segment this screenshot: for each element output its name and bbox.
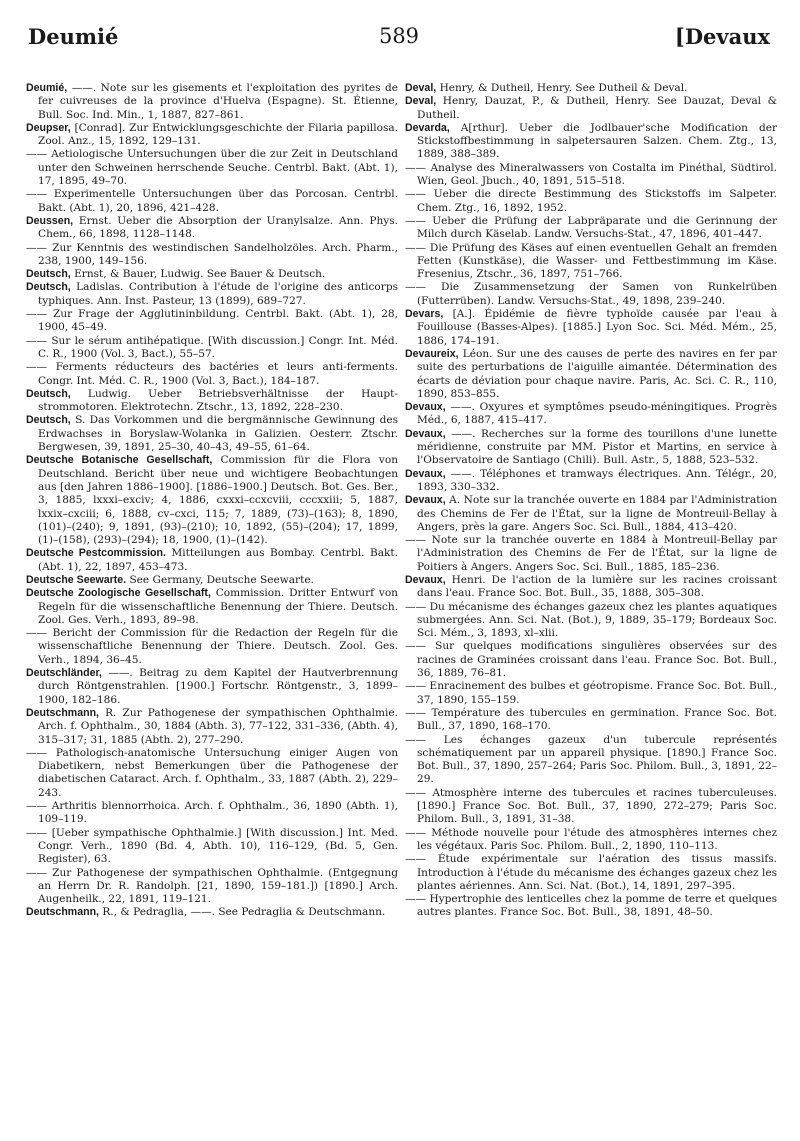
entry-citation: —— Température des tubercules en germination. France Soc. Bot. Bull., 37, 1890, 168–170. — [405, 706, 777, 733]
entry-author: Deutschländer, — [26, 667, 102, 680]
entry-author: Deutsche Pestcommission. — [26, 547, 166, 560]
entry-author: Deupser, — [26, 121, 71, 134]
bibliography-entry — [405, 707, 777, 734]
bibliography-entry — [26, 122, 398, 149]
bibliography-entry — [26, 242, 398, 269]
entry-citation: S. Das Vorkommen und die bergmännische Gewinnung des Erdwachses in Boryslaw-Wolanka in Galizien. Oesterr. Ztschr. Bergwesen, 39, 1891, 25–30, 40–43, 49–55, 61–64. — [38, 414, 398, 454]
entry-citation: —— Du mécanisme des échanges gazeux chez les plantes aquatiques submergées. Ann. Sci. Nat. (Bot.), 9, 1889, 35–179; Bordeaux Soc. Sci. Mém., 3, 1893, xl–xlii. — [405, 600, 777, 640]
entry-citation: Henry, & Dutheil, Henry. See Dutheil & Deval. — [436, 82, 688, 94]
bibliography-entry — [405, 787, 777, 827]
entry-citation: Mitteilungen aus Bombay. Centrbl. Bakt. (Abt. 1), 22, 1897, 453–473. — [38, 547, 398, 573]
entry-citation: Ernst, & Bauer, Ludwig. See Bauer & Deutsch. — [70, 268, 326, 281]
entry-citation: Henri. De l'action de la lumière sur les racines croissant dans l'eau. France Soc. Bot. Bull., 35, 1888, 305–308. — [417, 573, 777, 600]
bibliography-entry — [26, 906, 398, 919]
bibliography-entry — [26, 800, 398, 827]
bibliography-entry — [26, 82, 398, 122]
right-column — [405, 82, 777, 920]
entry-citation: —— Ueber die directe Bestimmung des Stickstoffs im Salpeter. Chem. Ztg., 16, 1892, 1952. — [405, 188, 777, 214]
entry-citation: ——. Téléphones et tramways électriques. Ann. Télégr., 20, 1893, 330–332. — [417, 467, 777, 493]
entry-author: Deutsch, — [26, 414, 71, 427]
bibliography-entry — [405, 640, 777, 680]
entry-author: Devarda, — [405, 121, 450, 134]
bibliography-entry — [26, 308, 398, 335]
entry-citation: —— Méthode nouvelle pour l'étude des atmosphères internes chez les végétaux. Paris Soc. Philom. Bull., 2, 1890, 110–113. — [405, 826, 777, 852]
entry-citation: R., & Pedraglia, ——. See Pedraglia & Deutschmann. — [99, 906, 386, 919]
entry-citation: Commission. Dritter Entwurf von Regeln für die wissenschaftliche Benennung der Thiere. Deutsch. Zool. Ges. Verh., 1893, 89–98. — [38, 587, 398, 626]
header-first-entry: Deumié — [28, 24, 119, 49]
bibliography-entry — [405, 428, 777, 468]
entry-citation: —— Sur le sérum antihépatique. [With discussion.] Congr. Int. Méd. C. R., 1900 (Vol. 3, Bact.), 55–57. — [26, 334, 398, 360]
entry-citation: Henry, Dauzat, P., & Dutheil, Henry. See Dauzat, Deval & Dutheil. — [417, 95, 777, 121]
bibliography-entry — [26, 547, 398, 574]
bibliography-entry — [405, 468, 777, 495]
bibliography-entry — [405, 122, 777, 162]
bibliography-entry — [26, 188, 398, 215]
entry-author: Deutschmann, — [26, 706, 99, 719]
entry-citation: [Conrad]. Zur Entwicklungsgeschichte der Filaria papillosa. Zool. Anz., 15, 1892, 129–131. — [38, 121, 398, 148]
bibliography-entry — [405, 308, 777, 348]
entry-author: Deval, — [405, 82, 437, 94]
bibliography-entry — [26, 707, 398, 747]
entry-author: Deutsche Seewarte. — [26, 573, 127, 586]
bibliography-entry — [26, 827, 398, 867]
bibliography-entry — [26, 627, 398, 667]
entry-citation: A. Note sur la tranchée ouverte en 1884 par l'Administration des Chemins de Fer de l'État, sur la ligne de Montreuil-Bellay à Angers, près la gare. Angers Soc. Sci. Bull., 1884, 413–420. — [417, 494, 777, 533]
bibliography-entry — [405, 893, 777, 920]
entry-citation: —— Die Zusammensetzung der Samen von Runkelrüben (Futterrüben). Landw. Versuchs-Stat., 49, 1898, 239–240. — [405, 281, 777, 307]
entry-author: Deumié, — [26, 82, 68, 94]
entry-citation: —— Note sur la tranchée ouverte en 1884 à Montreuil-Bellay par l'Administration des Chemins de Fer de l'État, sur la ligne de Poitiers à Angers. Angers Soc. Sci. Bull., 1885, 185–236. — [405, 534, 777, 573]
entry-citation: ——. Note sur les gisements et l'exploitation des pyrites de fer cuivreuses de la province d'Huelva (Espagne). St. Étienne, Bull. Soc. Ind. Min., 1, 1887, 827–861. — [38, 82, 398, 121]
bibliography-entry — [26, 215, 398, 242]
header-last-entry: [Devaux — [674, 24, 770, 49]
entry-author: Deutschmann, — [26, 906, 99, 919]
entry-author: Deutsch, — [26, 281, 71, 294]
bibliography-entry — [26, 747, 398, 800]
left-column — [26, 82, 398, 920]
entry-citation: Ludwig. Ueber Betriebsverhältnisse der Haupt-strommotoren. Elektrotechn. Ztschr., 13, 1892, 228–230. — [38, 387, 398, 414]
entry-author: Devars, — [405, 308, 444, 321]
bibliography-entry — [26, 281, 398, 308]
entry-citation: —— Atmosphère interne des tubercules et racines tuberculeuses. [1890.] France Soc. Bot. Bull., 37, 1890, 272–279; Paris Soc. Philom. Bull., 3, 1891, 31–38. — [405, 786, 777, 826]
bibliography-entry — [26, 587, 398, 627]
entry-citation: [A.]. Épidémie de fièvre typhoïde causée par l'eau à Fouillouse (Basses-Alpes). [1885.] Lyon Soc. Sci. Méd. Mém., 25, 1886, 174–191. — [417, 308, 777, 347]
entry-author: Devaux, — [405, 573, 446, 586]
bibliography-entry — [26, 361, 398, 388]
bibliography-entry — [405, 853, 777, 893]
bibliography-entry — [405, 215, 777, 242]
bibliography-entry — [405, 162, 777, 189]
entry-author: Deutsch, — [26, 268, 71, 281]
bibliography-entry — [405, 680, 777, 707]
entry-citation: —— Ferments réducteurs des bactéries et leurs anti-ferments. Congr. Int. Méd. C. R., 1900 (Vol. 3, Bact.), 184–187. — [26, 361, 398, 387]
entry-citation: —— Experimentelle Untersuchungen über das Porcosan. Centrbl. Bakt. (Abt. 1), 20, 1896, 421–428. — [26, 188, 398, 214]
entry-citation: —— Bericht der Commission für die Redaction der Regeln für die wissenschaftliche Benennung der Thiere. Deutsch. Zool. Ges. Verh., 1894, 36–45. — [26, 627, 398, 666]
bibliography-entry — [26, 867, 398, 907]
bibliography-entry — [26, 574, 398, 587]
entry-citation: —— Analyse des Mineralwassers von Costalta im Pinéthal, Südtirol. Wien, Geol. Jbuch., 40, 1891, 515–518. — [405, 161, 777, 188]
entry-citation: —— Zur Kenntnis des westindischen Sandelholzöles. Arch. Pharm., 238, 1900, 149–156. — [26, 241, 398, 267]
entry-author: Devaux, — [405, 494, 446, 507]
bibliography-entry — [26, 148, 398, 188]
entry-author: Devaux, — [405, 427, 446, 440]
entry-citation: ——. Recherches sur la forme des tourillons d'une lunette méridienne, construite par MM. Pistor et Martins, en service à l'Observatoire de Santiago (Chili). Bull. Astr., 5, 1888, 523–532. — [417, 427, 777, 467]
entry-citation: Léon. Sur une des causes de perte des navires en fer par suite des perturbations de l'aiguille aimantée. Détermination des écarts de déviation pour chaque navire. Paris, Ac. Sci. C. R., 110, 1890, 853–855. — [417, 347, 777, 400]
bibliography-entry — [26, 454, 398, 547]
bibliography-entry — [26, 414, 398, 454]
bibliography-entry — [405, 242, 777, 282]
entry-citation: A[rthur]. Ueber die Jodlbauer'sche Modification der Stickstoffbestimmung in salpetersauren Salzen. Chem. Ztg., 13, 1889, 388–389. — [417, 121, 777, 161]
entry-citation: Commission für die Flora von Deutschland. Bericht über neue und wichtigere Beobachtungen aus [den Jahren 1886–1900]. [1886–1900.] Deutsch. Bot. Ges. Ber., 3, 1885, lxxxi–exciv; 4, 1886, cxxxi–ccxcviii, cccxxiii; 5, 1887, lxxix–cxciii; 6, 1888, cv–cxci, 115; 7, 1889, (73)–(163); 8, 1890, (101)–(240); 9, 1891, (93)–(210); 10, 1892, (55)–(204); 17, 1899, (1)–(158), (293)–(294); 18, 1900, (1)–(142). — [38, 454, 398, 547]
entry-citation: See Germany, Deutsche Seewarte. — [126, 573, 314, 586]
entry-citation: —— Aetiologische Untersuchungen über die zur Zeit in Deutschland unter den Schweinen herrschende Seuche. Centrbl. Bakt. (Abt. 1), 17, 1895, 49–70. — [26, 148, 398, 188]
entry-author: Devaux, — [405, 467, 446, 480]
entry-citation: Ladislas. Contribution à l'étude de l'origine des anticorps typhiques. Ann. Inst. Pasteur, 13 (1899), 689–727. — [38, 281, 398, 307]
entry-author: Deutsche Zoologische Gesellschaft, — [26, 587, 211, 600]
bibliography-entry — [405, 95, 777, 122]
bibliography-entry — [26, 388, 398, 415]
entry-author: Devaureix, — [405, 347, 459, 360]
bibliography-entry — [405, 348, 777, 401]
entry-citation: —— Enracinement des bulbes et géotropisme. France Soc. Bot. Bull., 37, 1890, 155–159. — [405, 680, 777, 706]
entry-citation: —— Ueber die Prüfung der Labpräparate und die Gerinnung der Milch durch Käselab. Landw. Versuchs-Stat., 47, 1896, 401–447. — [405, 214, 777, 241]
entry-author: Deussen, — [26, 214, 74, 227]
entry-citation: R. Zur Pathogenese der sympathischen Ophthalmie. Arch. f. Ophthalm., 30, 1884 (Abth. 3), 77–122, 331–336, (Abth. 4), 315–317; 31, 1885 (Abth. 2), 277–290. — [38, 706, 398, 746]
bibliography-entry — [26, 667, 398, 707]
bibliography-entry — [405, 734, 777, 787]
entry-citation: —— Zur Pathogenese der sympathischen Ophthalmie. (Entgegnung an Herrn Dr. R. Randolph. [21, 1890, 159–181.]) [1890.] Arch. Augenheilk., 22, 1891, 119–121. — [26, 866, 398, 906]
entry-citation: —— [Ueber sympathische Ophthalmie.] [With discussion.] Int. Med. Congr. Verh., 1890 (Bd. 4, Abth. 10), 116–129, (Bd. 5, Gen. Register), 63. — [26, 826, 398, 866]
bibliography-entry — [26, 335, 398, 362]
page-number: 589 — [378, 24, 420, 48]
bibliography-entry — [405, 534, 777, 574]
bibliography-entry — [405, 401, 777, 428]
entry-author: Deutsche Botanische Gesellschaft, — [26, 454, 213, 467]
entry-author: Devaux, — [405, 401, 446, 414]
bibliography-entry — [405, 494, 777, 534]
entry-citation: —— Étude expérimentale sur l'aération des tissus massifs. Introduction à l'étude du mécanisme des échanges gazeux chez les plantes aériennes. Ann. Sci. Nat. (Bot.), 14, 1891, 297–395. — [405, 853, 777, 892]
entry-author: Deutsch, — [26, 387, 71, 400]
page-header — [28, 24, 770, 54]
entry-citation: —— Sur quelques modifications singulières observées sur des racines de Graminées croissant dans l'eau. France Soc. Bot. Bull., 36, 1889, 76–81. — [405, 640, 777, 680]
entry-citation: ——. Oxyures et symptômes pseudo-méningitiques. Progrès Méd., 6, 1887, 415–417. — [417, 401, 777, 427]
entry-citation: —— Die Prüfung des Käses auf einen eventuellen Gehalt an fremden Fetten (Kunstkäse), die Wasser- und Fettbestimmung im Käse. Fresenius, Ztschr., 36, 1897, 751–766. — [405, 241, 777, 281]
bibliography-entry — [405, 574, 777, 601]
bibliography-entry — [26, 268, 398, 281]
entry-citation: —— Arthritis blennorrhoica. Arch. f. Ophthalm., 36, 1890 (Abth. 1), 109–119. — [26, 800, 398, 826]
entry-citation: —— Zur Frage der Agglutininbildung. Centrbl. Bakt. (Abt. 1), 28, 1900, 45–49. — [26, 308, 398, 334]
entry-citation: Ernst. Ueber die Absorption der Uranylsalze. Ann. Phys. Chem., 66, 1898, 1128–1148. — [38, 214, 398, 241]
bibliography-entry — [405, 188, 777, 215]
bibliography-entry — [405, 601, 777, 641]
entry-citation: —— Les échanges gazeux d'un tubercule représentés schématiquement par un appareil physique. [1890.] France Soc. Bot. Bull., 37, 1890, 257–264; Paris Soc. Philom. Bull., 3, 1891, 22–29. — [405, 733, 777, 786]
bibliography-entry — [405, 827, 777, 854]
entry-citation: ——. Beitrag zu dem Kapitel der Hautverbrennung durch Röntgenstrahlen. [1900.] Fortschr. Röntgenstr., 3, 1899–1900, 182–186. — [38, 667, 398, 706]
entry-author: Deval, — [405, 95, 437, 108]
entry-citation: —— Hypertrophie des lenticelles chez la pomme de terre et quelques autres plantes. France Soc. Bot. Bull., 38, 1891, 48–50. — [405, 893, 777, 919]
bibliography-entry — [405, 82, 777, 95]
entry-citation: —— Pathologisch-anatomische Untersuchung einiger Augen von Diabetikern, nebst Bemerkungen über die Pathogenese der diabetischen Cataract. Arch. f. Ophthalm., 33, 1887 (Abth. 2), 229–243. — [26, 746, 398, 799]
bibliography-entry — [405, 281, 777, 308]
